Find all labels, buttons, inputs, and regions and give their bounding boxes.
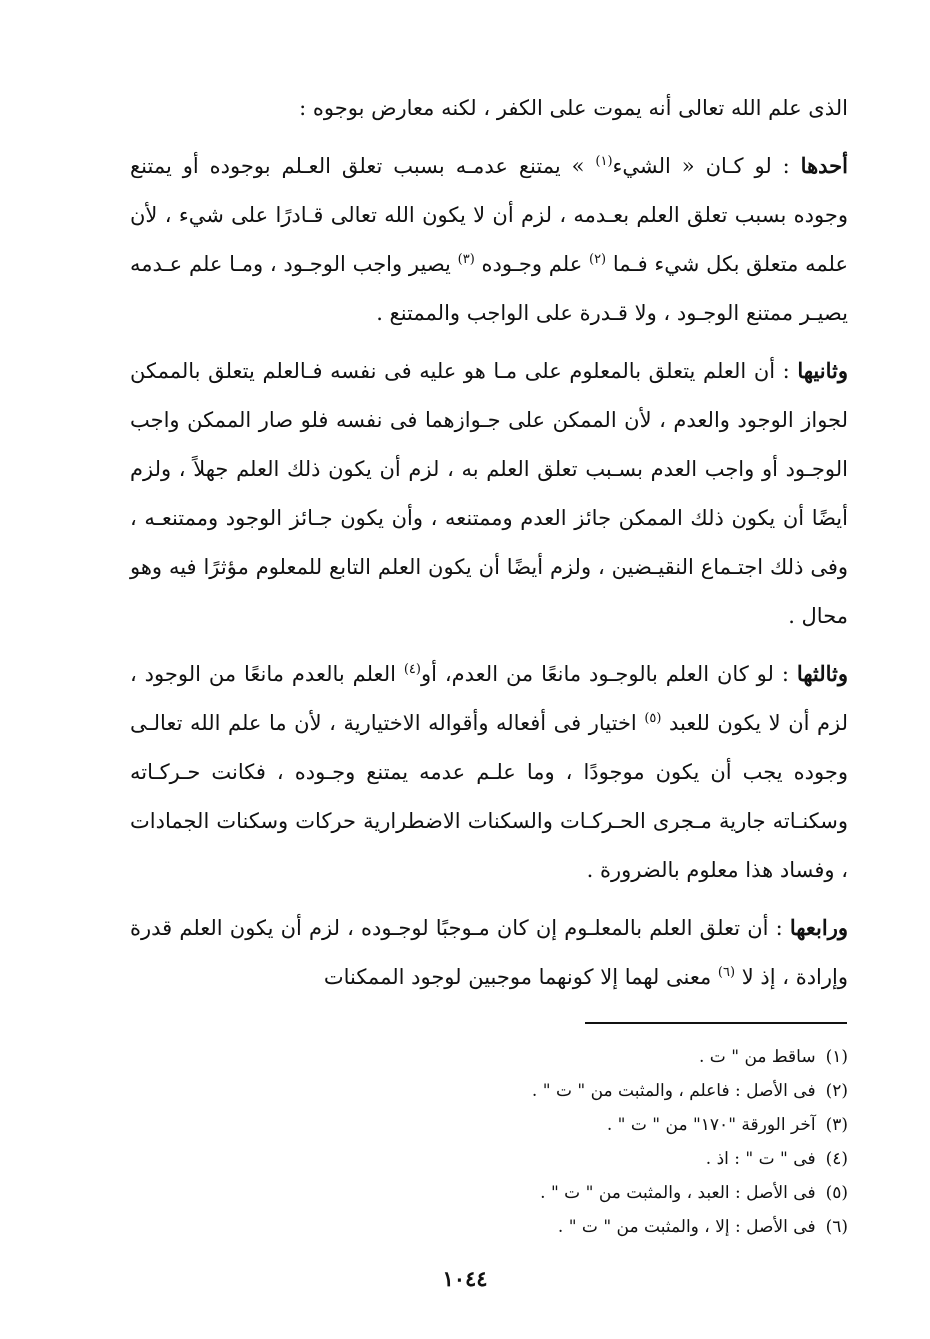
footnote-number: (١) — [825, 1047, 848, 1067]
paragraph-second — [130, 346, 848, 641]
footnote-text: فى الأصل : إلا ، والمثبت من " ت " . — [557, 1217, 816, 1237]
footnote-text: آخر الورقة "١٧٠" من " ت " . — [606, 1115, 816, 1135]
main-text — [130, 84, 848, 1002]
footnote-text: فى " ت " : اذ . — [705, 1149, 816, 1169]
paragraph-text: معنى لهما إلا كونهما موجبين لوجود الممكنات — [323, 965, 718, 989]
footnote-number: (٦) — [825, 1217, 848, 1237]
paragraph-text: اختيار فى أفعاله وأقواله الاختيارية ، لأن ما علم الله تعالـى وجوده يجب أن يكون موجودًا ، وما علـم عدمه يمتنع وجـوده ، فكانت حـركـاته وسكنـاته جارية مـجرى الحـركـات والسكنات الاضطرارية حركات وسكنات الجمادات ، وفساد هذا معلوم بالضرورة . — [130, 711, 848, 882]
paragraph-lead: ورابعها — [789, 915, 848, 940]
footnote-marker: (٤) — [403, 662, 421, 677]
footnote-marker: (٢) — [588, 252, 607, 267]
paragraph-fourth — [130, 903, 848, 1002]
footnote-item — [128, 1176, 848, 1210]
paragraph-lead: أحدها — [800, 153, 848, 178]
footnote-number: (٢) — [825, 1081, 848, 1101]
footnote-marker: (١) — [595, 154, 613, 169]
paragraph-text: : لو كان العلم بالوجـود مانعًا من العدم، أو — [420, 662, 797, 686]
footnotes-list — [128, 1040, 848, 1244]
intro-line: الذى علم الله تعالى أنه يموت على الكفر ، لكنه معارض بوجوه : — [299, 96, 848, 120]
footnote-item — [128, 1074, 848, 1108]
paragraph-text: » يمتنع عدمـه بسبب تعلق العـلم بوجوده أو يمتنع وجوده بسبب تعلق العلم بعـدمه ، لزم أن لا يكون الله تعالى قـادرًا على شيء ، لأن علمه متعلق بكل شيء فـما — [130, 154, 849, 276]
paragraph-text: : لو كـان « الشيء — [612, 154, 801, 178]
paragraph-lead: وثالثها — [796, 661, 849, 686]
footnote-item — [128, 1210, 848, 1244]
paragraph-text: : أن العلم يتعلق بالمعلوم على مـا هو عليه فى نفسه فـالعلم يتعلق بالممكن لجواز الوجود والعدم ، لأن الممكن على جـوازهما فى نفسه فلو صار الممكن واجب الوجـود أو واجب العدم بسـبب تعلق العلم به ، لزم أن يكون ذلك العلم جهلاً ، ولزم أيضًا أن يكون ذلك الممكن جائز العدم وممتنعه ، وأن يكون جـائز الوجود وممتنعـه ، وفى ذلك اجتـماع النقيـضين ، ولزم أيضًا أن يكون العلم التابع للمعلوم مؤثرًا فيه وهو محال . — [130, 359, 848, 628]
page-number: ١٠٤٤ — [442, 1266, 488, 1291]
paragraph-text: العلم بالعدم مانعًا من الوجود ، لزم أن لا يكون للعبد — [130, 662, 848, 735]
paragraph-text: : أن تعلق العلم بالمعلـوم إن كان مـوجبًا لوجـوده ، لزم أن يكون العلم قدرة وإرادة ، إذ لا — [130, 916, 848, 989]
footnote-text: ساقط من " ت . — [699, 1047, 816, 1067]
footnote-marker: (٦) — [717, 965, 736, 980]
footnote-item — [128, 1142, 848, 1176]
footnote-divider — [585, 1022, 847, 1024]
footnote-text: فى الأصل : فاعلم ، والمثبت من " ت " . — [531, 1081, 816, 1101]
footnote-marker: (٣) — [457, 252, 475, 267]
footnote-number: (٤) — [825, 1149, 848, 1169]
footnote-number: (٥) — [825, 1183, 848, 1203]
footnote-item — [128, 1108, 848, 1142]
paragraph-lead: وثانيها — [797, 358, 848, 383]
footnote-item — [128, 1040, 848, 1074]
footnote-number: (٣) — [825, 1115, 848, 1135]
paragraph-text: علم وجـوده — [474, 252, 589, 276]
footnote-text: فى الأصل : العبد ، والمثبت من " ت " . — [540, 1183, 816, 1203]
paragraph-text: يصير واجب الوجـود ، ومـا علم عـدمه يصيـر ممتنع الوجـود ، ولا قـدرة على الواجب والممتنع . — [130, 252, 848, 325]
paragraph-first — [130, 141, 848, 338]
paragraph-third — [130, 649, 848, 895]
footnote-marker: (٥) — [644, 711, 662, 726]
